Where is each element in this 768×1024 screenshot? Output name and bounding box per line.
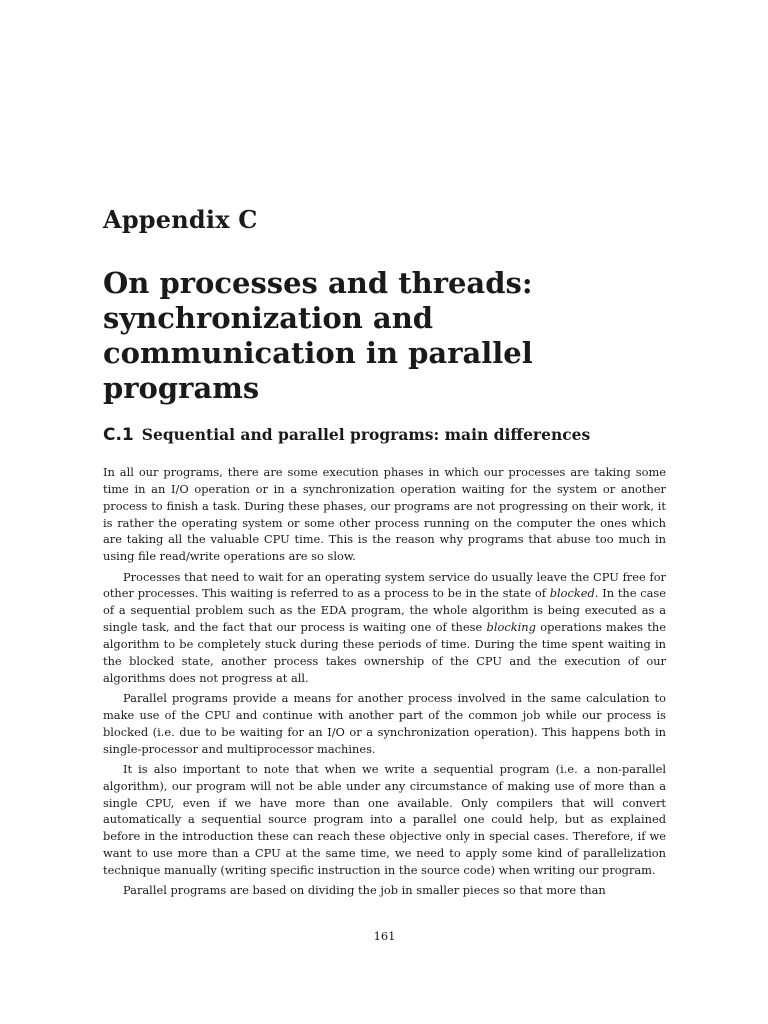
- paragraph-text: It is also important to note that when we write a sequential program (i.e. a non-parallel algorithm), our program will not be able under any circumstance of making use of more than a single CPU, even if we have more than one available. Only compilers that will convert automatically a sequential source program into a parallel one could help, but as explained before in the introduction these can reach these objective only in special cases. Therefore, if we want to use more than a CPU at the same time, we need to apply some kind of parallelization technique manually (writing specific instruction in the source code) when writing our program.: [103, 761, 666, 877]
- paragraph-text: operations makes the algorithm to be completely stuck during these periods of time. During the time spent waiting in the blocked state, another process takes ownership of the CPU and the execution of our algorithms does not progress at all.: [103, 620, 666, 685]
- paragraph-text: In all our programs, there are some execution phases in which our processes are taking some time in an I/O operation or in a synchronization operation waiting for the system or another process to finish a task. During these phases, our programs are not progressing on their work, it is rather the operating system or some other process running on the computer the ones which are taking all the valuable CPU time. This is the reason why programs that abuse too much in using file read/write operations are so slow.: [103, 465, 666, 564]
- paragraph-text: Parallel programs are based on dividing the job in smaller pieces so that more than: [123, 883, 606, 898]
- page-number: 161: [373, 929, 396, 943]
- paragraph-text: Processes that need to wait for an operating system service do usually leave the CPU free for other processes. This waiting is referred to as a process to be in the state of: [103, 569, 666, 601]
- chapter-title: On processes and threads: synchronization and communication in parallel programs: [103, 266, 533, 405]
- paragraph-5: [103, 882, 666, 899]
- section-number: C.1: [103, 425, 134, 445]
- paragraph-text: In the case of a sequential problem such as the EDA program, the whole algorithm is being executed as a single task, and the fact that our process is waiting one of these: [103, 586, 666, 635]
- section-heading: [103, 423, 666, 447]
- emphasis-blocking: blocking: [486, 620, 536, 635]
- paragraph-3: [103, 690, 666, 757]
- paragraph-text: Parallel programs provide a means for another process involved in the same calculation to make use of the CPU and continue with another part of the common job while our process is blocked (i.e. due to be waiting for an I/O or a synchronization operation). This happens both in single-processor and multiprocessor machines.: [103, 690, 666, 756]
- section-title: Sequential and parallel programs: main differences: [141, 425, 591, 444]
- body-text: [103, 464, 666, 903]
- paragraph-2: [103, 569, 666, 687]
- paragraph-4: [103, 761, 666, 879]
- emphasis-blocked: blocked.: [549, 586, 599, 601]
- document-page: [103, 0, 666, 1024]
- paragraph-1: [103, 464, 666, 565]
- appendix-label: Appendix C: [103, 205, 258, 234]
